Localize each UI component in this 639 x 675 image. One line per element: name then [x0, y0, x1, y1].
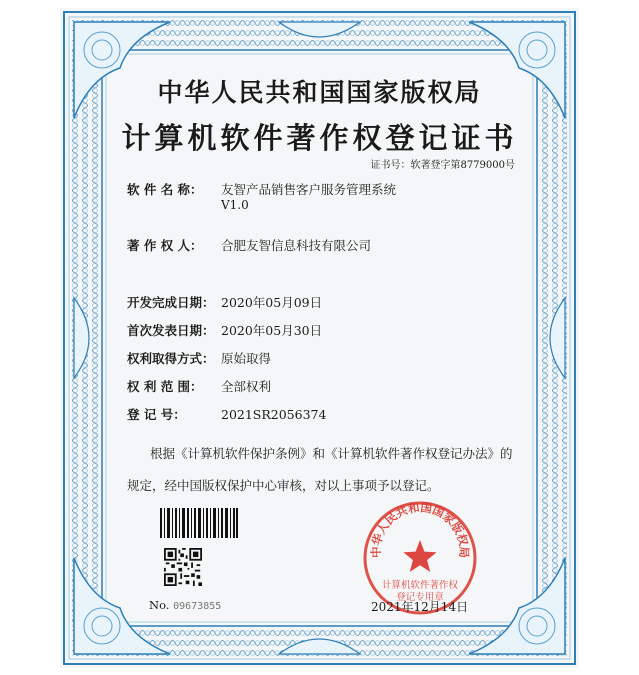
field-value: 2021SR2056374 — [221, 407, 327, 422]
field-label: 首次发表日期： — [127, 323, 215, 338]
field-software-name — [127, 180, 396, 198]
field-rights-scope — [127, 377, 271, 395]
qr-code — [164, 548, 202, 586]
statement-line-1: 根据《计算机软件保护条例》和《计算机软件著作权登记办法》的 — [150, 446, 513, 461]
issuer-title: 中华人民共和国国家版权局 — [157, 78, 482, 107]
certificate-paper — [60, 8, 579, 668]
serial-label: No. — [149, 598, 170, 612]
field-value: 原始取得 — [221, 351, 272, 366]
seal-star-icon — [403, 540, 436, 572]
certificate-number — [370, 156, 515, 171]
field-value: 2020年05月30日 — [221, 323, 323, 338]
field-value: 合肥友智信息科技有限公司 — [221, 238, 372, 253]
field-publish-date — [127, 321, 322, 339]
seal-text-1: 计算机软件著作权 — [381, 580, 459, 591]
field-development-date — [127, 293, 322, 311]
cert-no-label: 证书号： — [370, 160, 411, 171]
software-version: V1.0 — [221, 198, 249, 212]
field-registration-number — [127, 405, 326, 423]
seal-ring-path: 中华人民共和国国家版权局 — [368, 500, 472, 559]
field-label: 软 件 名 称： — [127, 182, 203, 197]
certificate-title: 计算机软件著作权登记证书 — [121, 121, 518, 155]
field-value: 友智产品销售客户服务管理系统 — [221, 182, 397, 197]
field-acquisition-method — [127, 349, 271, 367]
serial-number — [149, 598, 221, 612]
field-label: 权 利 范 围： — [127, 379, 203, 394]
field-label: 开发完成日期： — [127, 295, 215, 310]
field-label: 登 记 号： — [127, 407, 186, 422]
field-label: 权利取得方式： — [127, 351, 215, 366]
seal-text-2: 登记专用章 — [396, 592, 444, 603]
cert-no-value: 软著登字第8779000号 — [410, 160, 515, 171]
field-copyright-owner — [127, 236, 371, 254]
issue-date: 2021年12月14日 — [371, 600, 469, 614]
statement-line-2: 规定，经中国版权保护中心审核，对以上事项予以登记。 — [127, 478, 440, 493]
field-value: 2020年05月09日 — [221, 295, 323, 310]
barcode — [160, 508, 238, 538]
serial-value: 09673855 — [173, 601, 222, 612]
field-label: 著 作 权 人： — [127, 238, 203, 253]
field-value: 全部权利 — [221, 379, 272, 394]
